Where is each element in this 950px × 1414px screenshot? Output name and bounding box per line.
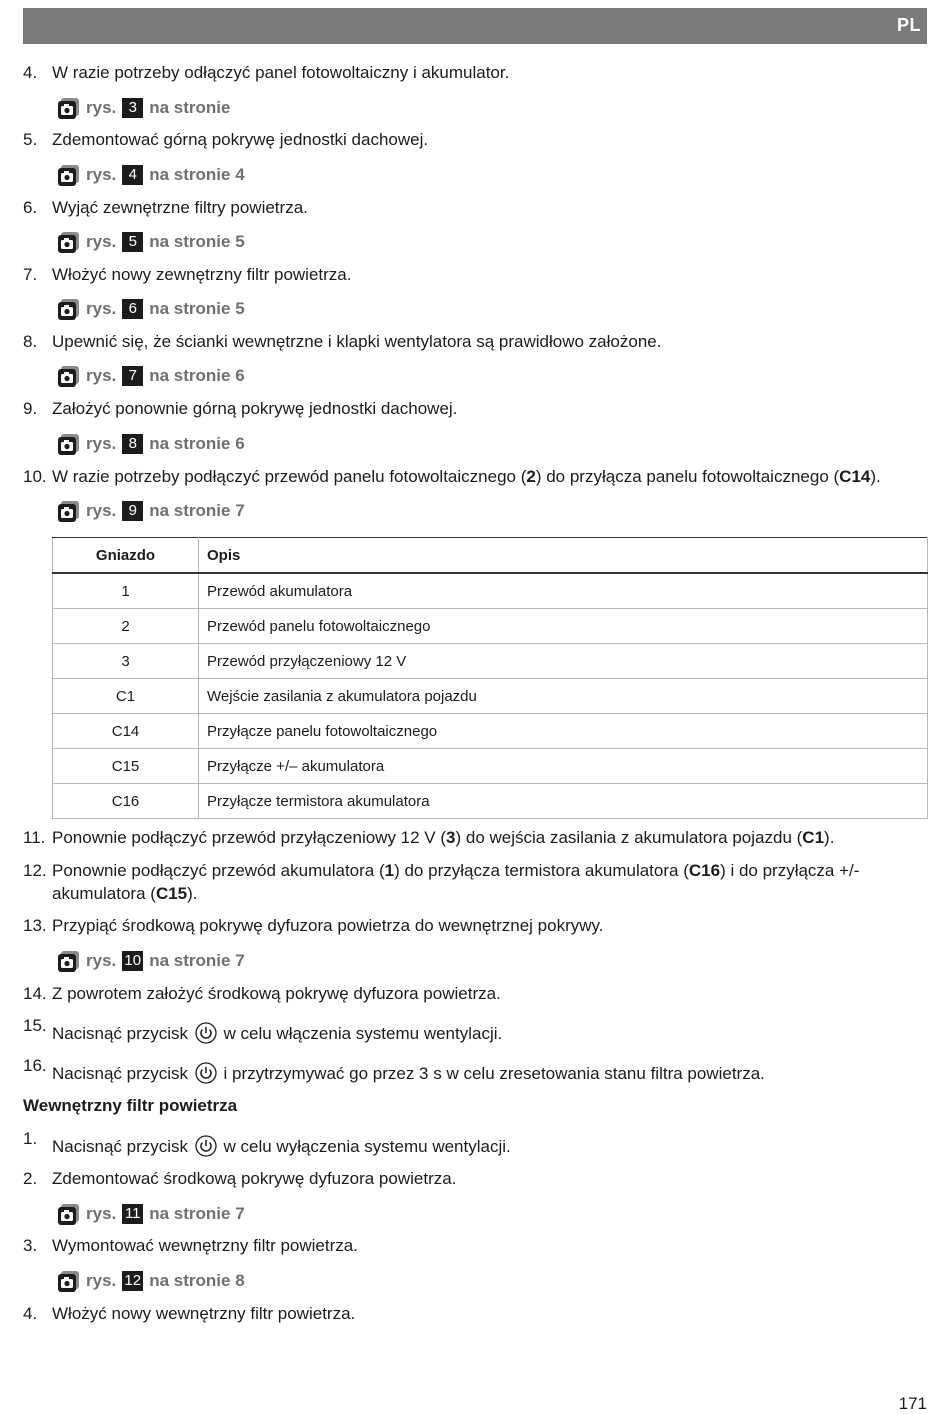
power-button-icon [195, 1022, 217, 1044]
camera-icon [58, 434, 79, 455]
camera-icon [58, 232, 79, 253]
column-header-description: Opis [199, 538, 928, 574]
figure-ref-3[interactable]: rys. 3 na stronie [58, 96, 231, 120]
description-cell: Przewód przyłączeniowy 12 V [199, 644, 928, 679]
page-number: 171 [898, 1394, 927, 1413]
description-cell: Przyłącze panelu fotowoltaicznego [199, 714, 928, 749]
figure-number: 11 [122, 1204, 143, 1224]
table-row [53, 714, 928, 749]
power-button-icon [195, 1062, 217, 1084]
description-cell: Przewód panelu fotowoltaicznego [199, 609, 928, 644]
step-11: 11. Ponownie podłączyć przewód przyłączeniowy 12 V (3) do wejścia zasilania z akumulatora pojazdu (C1). [23, 828, 835, 847]
figure-ref-10[interactable]: rys. 10 na stronie 7 [58, 949, 245, 973]
camera-icon [58, 98, 79, 119]
step-9: 9. Założyć ponownie górną pokrywę jednostki dachowej. [23, 399, 458, 418]
column-header-socket: Gniazdo [53, 538, 199, 574]
step-12-continuation: akumulatora (C15). [52, 884, 198, 903]
camera-icon [58, 299, 79, 320]
step-15: 15. Nacisnąć przycisk w celu włączenia systemu wentylacji. [23, 1016, 503, 1043]
socket-cell: C16 [53, 784, 199, 819]
step-16: 16. Nacisnąć przycisk i przytrzymywać go przez 3 s w celu zresetowania stanu filtra powietrza. [23, 1056, 765, 1083]
section-step-1: 1. Nacisnąć przycisk w celu wyłączenia systemu wentylacji. [23, 1129, 511, 1156]
table-header-row [53, 538, 928, 574]
figure-number: 7 [122, 366, 143, 386]
header-bar [23, 8, 927, 44]
step-12: 12. Ponownie podłączyć przewód akumulatora (1) do przyłącza termistora akumulatora (C16) i do przyłącza +/- [23, 861, 860, 880]
camera-icon [58, 501, 79, 522]
socket-cell: C14 [53, 714, 199, 749]
step-7: 7. Włożyć nowy zewnętrzny filtr powietrza. [23, 265, 352, 284]
figure-number: 5 [122, 232, 143, 252]
section-heading: Wewnętrzny filtr powietrza [23, 1096, 238, 1115]
figure-ref-7[interactable]: rys. 7 na stronie 6 [58, 364, 245, 388]
figure-ref-4[interactable]: rys. 4 na stronie 4 [58, 163, 245, 187]
figure-number: 4 [122, 165, 143, 185]
description-cell: Przyłącze +/– akumulatora [199, 749, 928, 784]
camera-icon [58, 1204, 79, 1225]
step-10: 10. W razie potrzeby podłączyć przewód panelu fotowoltaicznego (2) do przyłącza panelu fotowoltaicznego (C14). [23, 467, 881, 486]
figure-ref-5[interactable]: rys. 5 na stronie 5 [58, 230, 245, 254]
table-row [53, 784, 928, 819]
step-8: 8. Upewnić się, że ścianki wewnętrzne i klapki wentylatora są prawidłowo założone. [23, 332, 662, 351]
description-cell: Wejście zasilania z akumulatora pojazdu [199, 679, 928, 714]
step-14: 14. Z powrotem założyć środkową pokrywę dyfuzora powietrza. [23, 984, 501, 1003]
table-row [53, 609, 928, 644]
step-13: 13. Przypiąć środkową pokrywę dyfuzora powietrza do wewnętrznej pokrywy. [23, 916, 604, 935]
table-row [53, 573, 928, 609]
figure-number: 12 [122, 1271, 143, 1291]
table-row [53, 644, 928, 679]
figure-ref-8[interactable]: rys. 8 na stronie 6 [58, 432, 245, 456]
step-4: 4. W razie potrzeby odłączyć panel fotowoltaiczny i akumulator. [23, 63, 510, 82]
camera-icon [58, 951, 79, 972]
figure-ref-12[interactable]: rys. 12 na stronie 8 [58, 1269, 245, 1293]
camera-icon [58, 1271, 79, 1292]
table-row [53, 679, 928, 714]
section-step-4: 4. Włożyć nowy wewnętrzny filtr powietrza. [23, 1304, 356, 1323]
socket-cell: 1 [53, 573, 199, 609]
figure-ref-11[interactable]: rys. 11 na stronie 7 [58, 1202, 245, 1226]
table-row [53, 749, 928, 784]
camera-icon [58, 366, 79, 387]
socket-cell: C15 [53, 749, 199, 784]
socket-cell: 3 [53, 644, 199, 679]
socket-cell: 2 [53, 609, 199, 644]
step-5: 5. Zdemontować górną pokrywę jednostki dachowej. [23, 130, 429, 149]
description-cell: Przyłącze termistora akumulatora [199, 784, 928, 819]
socket-cell: C1 [53, 679, 199, 714]
figure-ref-6[interactable]: rys. 6 na stronie 5 [58, 297, 245, 321]
section-step-2: 2. Zdemontować środkową pokrywę dyfuzora powietrza. [23, 1169, 457, 1188]
description-cell: Przewód akumulatora [199, 573, 928, 609]
figure-number: 9 [122, 501, 143, 521]
figure-number: 6 [122, 299, 143, 319]
figure-number: 10 [122, 951, 143, 971]
socket-table [52, 537, 928, 819]
section-step-3: 3. Wymontować wewnętrzny filtr powietrza. [23, 1236, 358, 1255]
figure-number: 8 [122, 434, 143, 454]
power-button-icon [195, 1135, 217, 1157]
figure-ref-9[interactable]: rys. 9 na stronie 7 [58, 499, 245, 523]
language-label: PL [896, 15, 921, 35]
step-6: 6. Wyjąć zewnętrzne filtry powietrza. [23, 198, 308, 217]
camera-icon [58, 165, 79, 186]
figure-number: 3 [122, 98, 143, 118]
